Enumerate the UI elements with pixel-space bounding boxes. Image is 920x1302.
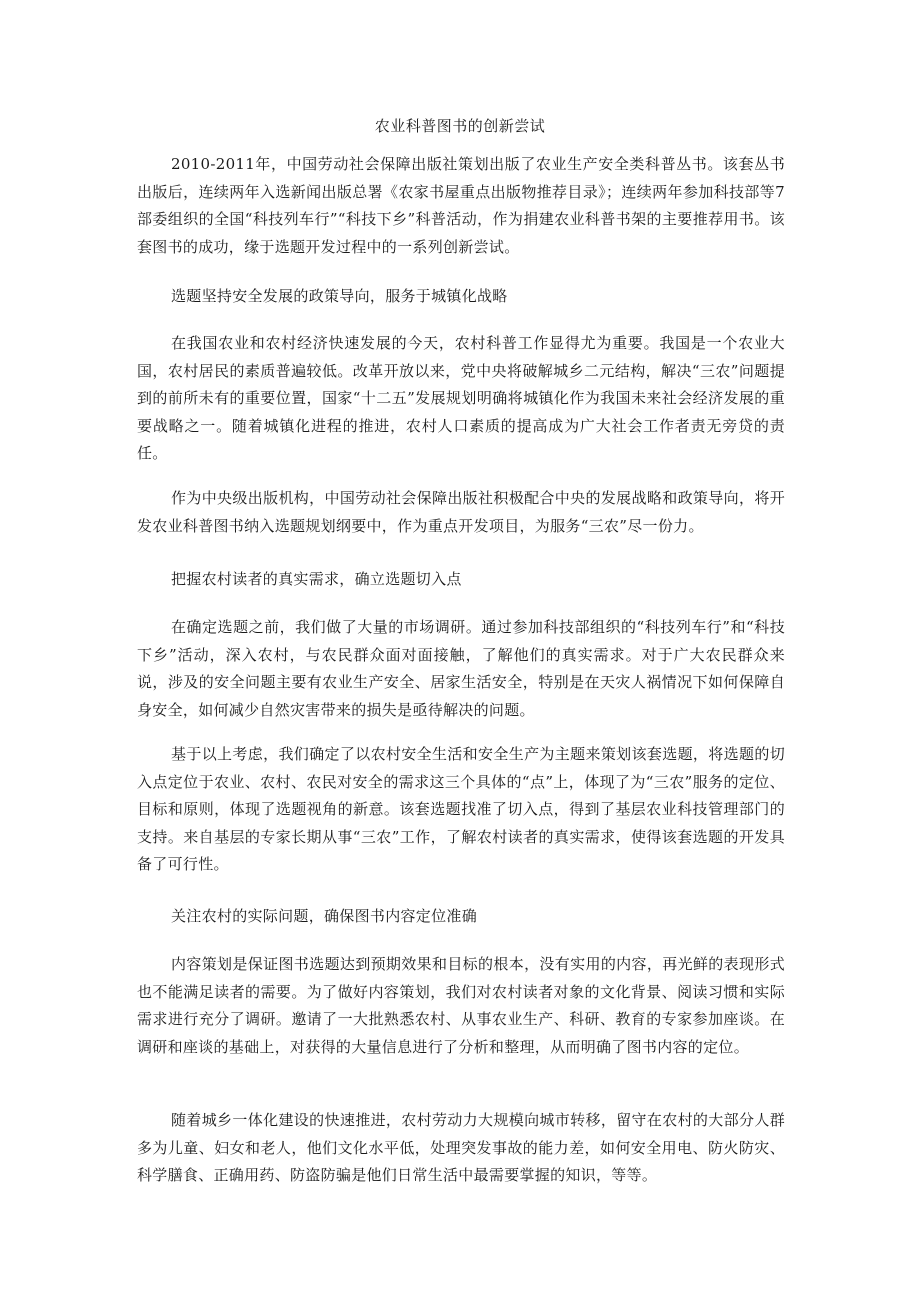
section2-paragraph-2: 基于以上考虑，我们确定了以农村安全生活和安全生产为主题来策划该套选题，将选题的切入点定位于农业、农村、农民对安全的需求这三个具体的“点”上，体现了为“三农”服务的定位、目标和原则，体现了选题视角的新意。该套选题找准了切入点，得到了基层农业科技管理部门的支持。来自基层的专家长期从事“三农”工作，了解农村读者的真实需求，使得该套选题的开发具备了可行性。 <box>137 745 785 873</box>
section3-paragraph-2: 随着城乡一体化建设的快速推进，农村劳动力大规模向城市转移，留守在农村的大部分人群多为儿童、妇女和老人，他们文化水平低，处理突发事故的能力差，如何安全用电、防火防灾、科学膳食、正确用药、防盗防骗是他们日常生活中最需要掌握的知识，等等。 <box>137 1111 785 1184</box>
section1-paragraph-1: 在我国农业和农村经济快速发展的今天，农村科普工作显得尤为重要。我国是一个农业大国，农村居民的素质普遍较低。改革开放以来，党中央将破解城乡二元结构，解决“三农”问题提到的前所未有的重要位置，国家“十二五”发展规划明确将城镇化作为我国未来社会经济发展的重要战略之一。随着城镇化进程的推进，农村人口素质的提高成为广大社会工作者责无旁贷的责任。 <box>137 334 785 462</box>
section1-paragraph-2: 作为中央级出版机构，中国劳动社会保障出版社积极配合中央的发展战略和政策导向，将开发农业科普图书纳入选题规划纲要中，作为重点开发项目，为服务“三农”尽一份力。 <box>137 489 785 535</box>
intro-paragraph: 2010-2011年，中国劳动社会保障出版社策划出版了农业生产安全类科普丛书。该套丛书出版后，连续两年入选新闻出版总署《农家书屋重点出版物推荐目录》；连续两年参加科技部等7部委组织的全国“科技列车行”“科技下乡”科普活动，作为捐建农业科普书架的主要推荐用书。该套图书的成功，缘于选题开发过程中的一系列创新尝试。 <box>137 155 785 256</box>
section3-paragraph-1: 内容策划是保证图书选题达到预期效果和目标的根本，没有实用的内容，再光鲜的表现形式也不能满足读者的需要。为了做好内容策划，我们对农村读者对象的文化背景、阅读习惯和实际需求进行充分了调研。邀请了一大批熟悉农村、从事农业生产、科研、教育的专家参加座谈。在调研和座谈的基础上，对获得的大量信息进行了分析和整理，从而明确了图书内容的定位。 <box>137 955 785 1056</box>
document-title: 农业科普图书的创新尝试 <box>374 117 546 135</box>
section-heading-readers: 把握农村读者的真实需求，确立选题切入点 <box>171 570 462 588</box>
section-heading-content: 关注农村的实际问题，确保图书内容定位准确 <box>171 907 478 925</box>
section2-paragraph-1: 在确定选题之前，我们做了大量的市场调研。通过参加科技部组织的“科技列车行”和“科技下乡”活动，深入农村，与农民群众面对面接触，了解他们的真实需求。对于广大农民群众来说，涉及的安全问题主要有农业生产安全、居家生活安全，特别是在天灾人祸情况下如何保障自身安全，如何减少自然灾害带来的损失是亟待解决的问题。 <box>137 618 785 719</box>
section-heading-policy: 选题坚持安全发展的政策导向，服务于城镇化战略 <box>171 287 508 305</box>
